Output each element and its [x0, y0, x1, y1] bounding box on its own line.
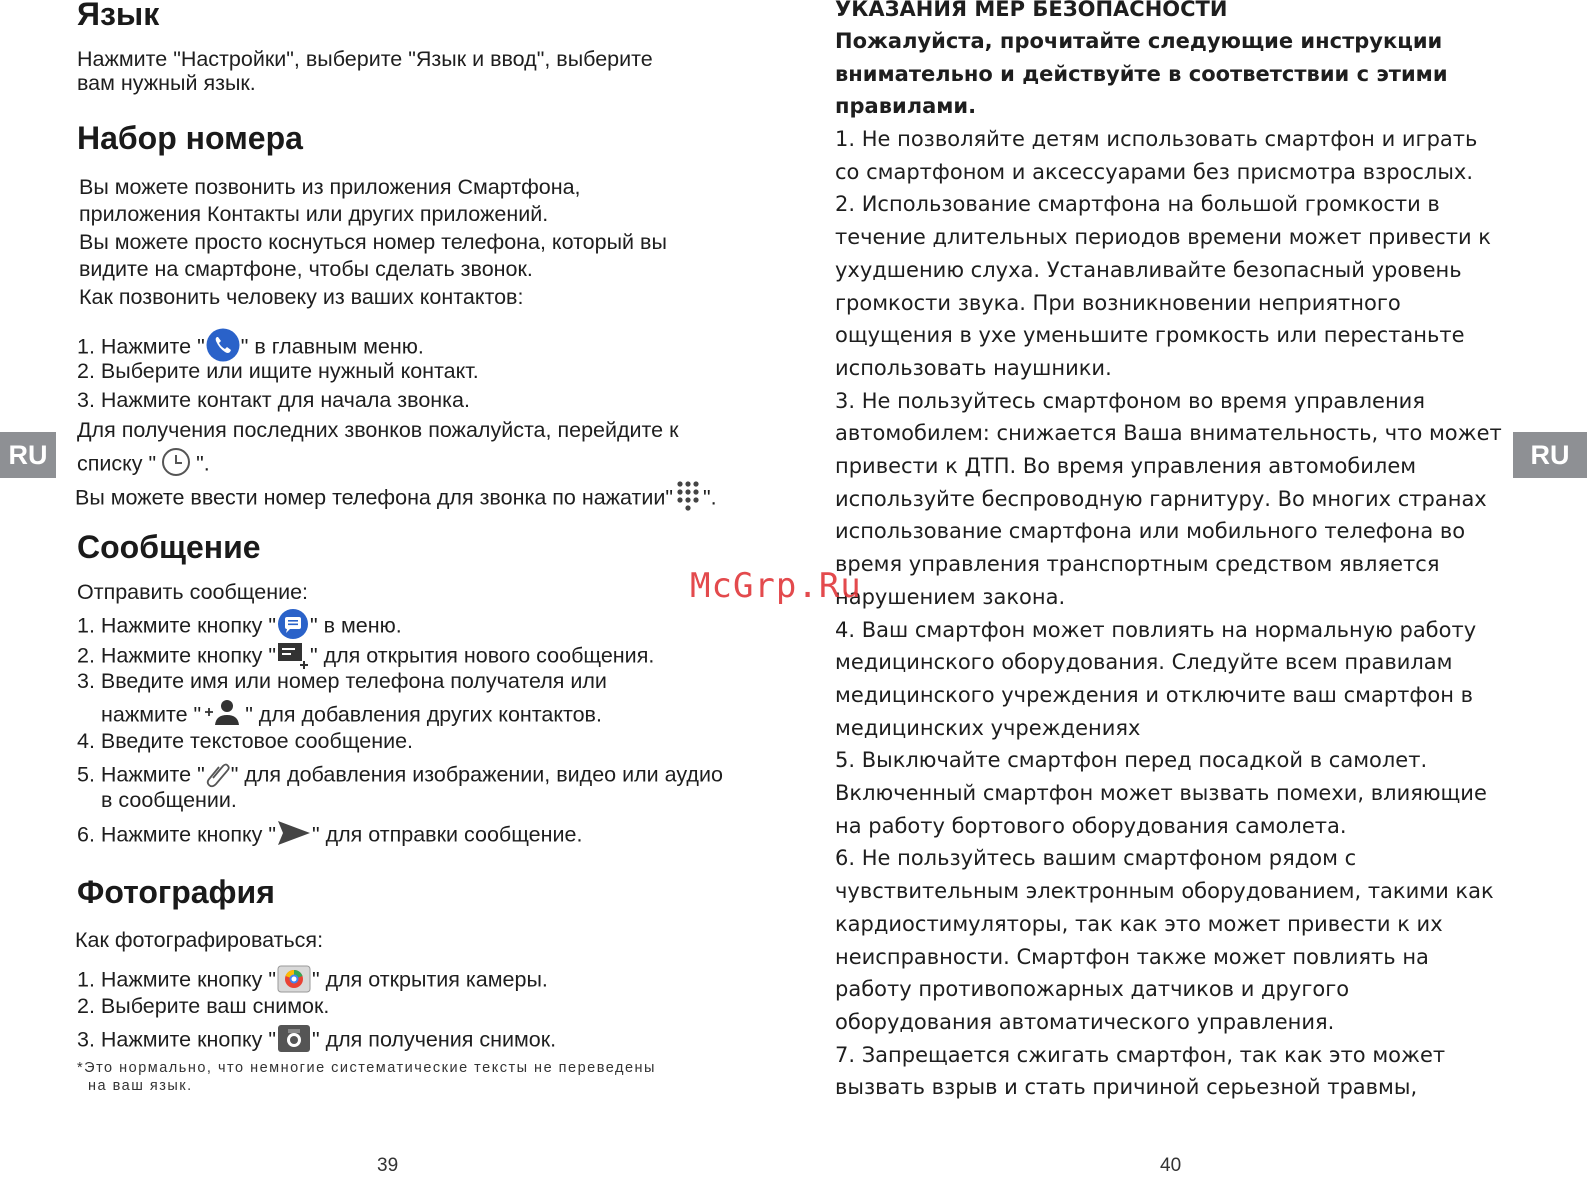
language-instruction-line2: вам нужный язык. — [77, 71, 256, 95]
message-step-5-cont: в сообщении. — [101, 788, 237, 812]
message-step-2: 2. Нажмите кнопку " " для открытия нового сообщения. — [77, 639, 654, 675]
message-step-1: 1. Нажмите кнопку " " в меню. — [77, 608, 402, 646]
safety-rule-line: ухудшению слуха. Устанавливайте безопасный уровень — [835, 257, 1462, 282]
safety-rule-line: 7. Запрещается сжигать смартфон, так как это может — [835, 1042, 1446, 1067]
dialing-paragraph-line2: приложения Контакты или других приложений. — [79, 202, 549, 226]
dialing-paragraph-line1: Вы можете позвонить из приложения Смартфона, — [79, 175, 581, 199]
message-step-3-cont: нажмите " " для добавления других контактов. — [101, 698, 602, 734]
dialing-paragraph-line4: видите на смартфоне, чтобы сделать звонок. — [79, 257, 533, 281]
watermark: McGrp.Ru — [690, 566, 862, 606]
message-step-4: 4. Введите текстовое сообщение. — [77, 729, 414, 753]
safety-rule-line: 5. Выключайте смартфон перед посадкой в самолет. — [835, 748, 1428, 773]
safety-rule-line: 4. Ваш смартфон может повлиять на нормальную работу — [835, 617, 1477, 642]
safety-rule-line: ощущения в ухе уменьшите громкость или перестаньте — [835, 323, 1465, 348]
safety-intro-line: правилами. — [835, 94, 977, 119]
safety-rule-line: громкости звука. При возникновении неприятного — [835, 290, 1401, 315]
safety-rule-line: медицинского оборудования. Следуйте всем правилам — [835, 650, 1453, 675]
safety-intro-line: Пожалуйста, прочитайте следующие инструкции — [835, 29, 1443, 53]
safety-title: УКАЗАНИЯ МЕР БЕЗОПАСНОСТИ — [835, 0, 1228, 21]
message-section-title: Сообщение — [77, 529, 261, 565]
safety-rule-line: использование смартфона или мобильного телефона во — [835, 519, 1466, 544]
safety-rule-line: медицинского учреждения и отключите ваш смартфон в — [835, 682, 1473, 707]
safety-rule-line: 1. Не позволяйте детям использовать смартфон и играть — [835, 127, 1478, 151]
safety-rule-line: 3. Не пользуйтесь смартфоном во время управления — [835, 388, 1425, 413]
dialing-dialpad-line: Вы можете ввести номер телефона для звонка по нажатии" ". — [75, 478, 717, 520]
safety-rule-line: автомобилем: снижается Ваша внимательность, что может — [835, 421, 1502, 446]
footnote-line1: *Это нормально, что немногие систематические тексты не переведены — [77, 1060, 656, 1076]
dialing-paragraph-line3: Вы можете просто коснуться номер телефона, который вы — [79, 230, 667, 254]
dialing-recent-line2: списку " ". — [77, 446, 210, 484]
safety-rule-line: со смартфоном и аксессуарами без присмотра взрослых. — [835, 159, 1474, 184]
footnote-line2: на ваш язык. — [88, 1078, 193, 1094]
dialing-recent-line1: Для получения последних звонков пожалуйста, перейдите к — [77, 418, 679, 442]
message-intro: Отправить сообщение: — [77, 580, 309, 604]
camera-shutter-icon — [276, 1022, 312, 1060]
language-tab-right: RU — [1513, 432, 1587, 478]
safety-rule-line: кардиостимуляторы, так как это может привести к их — [835, 911, 1443, 936]
safety-rule-line: течение длительных периодов времени может привести к — [835, 225, 1491, 250]
safety-rule-line: использовать наушники. — [835, 355, 1112, 380]
send-icon — [276, 817, 312, 855]
photo-section-title: Фотография — [77, 874, 275, 910]
safety-rule-line: нарушением закона. — [835, 584, 1066, 609]
photo-step-1: 1. Нажмите кнопку " " для открытия камеры. — [77, 962, 548, 1000]
language-instruction-line1: Нажмите "Настройки", выберите "Язык и ввод", выберите — [77, 47, 653, 71]
safety-rule-line: используйте беспроводную гарнитуру. Во многих странах — [835, 486, 1487, 511]
safety-rule-line: неисправности. Смартфон также может повлиять на — [835, 944, 1429, 969]
page-number-right: 40 — [1160, 1155, 1182, 1176]
safety-rule-line: привести к ДТП. Во время управления автомобилем — [835, 454, 1417, 478]
safety-rule-line: на работу бортового оборудования самолета. — [835, 813, 1347, 838]
safety-rule-line: оборудования автоматического управления. — [835, 1009, 1335, 1034]
message-step-6: 6. Нажмите кнопку " " для отправки сообщение. — [77, 817, 582, 855]
dialing-step-1: 1. Нажмите " " в главным меню. — [77, 328, 424, 368]
safety-rule-line: 6. Не пользуйтесь вашим смартфоном рядом с — [835, 846, 1357, 871]
language-section-title: Язык — [77, 0, 160, 32]
dialing-section-title: Набор номера — [77, 120, 303, 156]
page-number-left: 39 — [377, 1155, 399, 1176]
photo-intro: Как фотографироваться: — [75, 928, 324, 952]
message-step-3: 3. Введите имя или номер телефона получателя или — [77, 669, 607, 693]
dialing-step-3: 3. Нажмите контакт для начала звонка. — [77, 388, 470, 412]
message-step-5: 5. Нажмите " " для добавления изображении, видео или аудио — [77, 758, 723, 794]
dialing-paragraph-line5: Как позвонить человеку из ваших контактов: — [79, 285, 524, 309]
safety-rule-line: вызвать взрыв и стать причиной серьезной травмы, — [835, 1075, 1418, 1100]
safety-rule-line: медицинских учреждениях — [835, 715, 1141, 740]
language-tab-left: RU — [0, 432, 56, 478]
dialing-step-2: 2. Выберите или ищите нужный контакт. — [77, 359, 479, 383]
safety-rule-line: 2. Использование смартфона на большой громкости в — [835, 192, 1440, 217]
safety-rule-line: Включенный смартфон может вызвать помехи, влияющие — [835, 781, 1487, 805]
photo-step-2: 2. Выберите ваш снимок. — [77, 994, 330, 1018]
photo-step-3: 3. Нажмите кнопку " " для получения снимок. — [77, 1022, 556, 1060]
safety-rule-line: время управления транспортным средством является — [835, 552, 1440, 577]
safety-rule-line: работу противопожарных датчиков и другого — [835, 977, 1350, 1002]
safety-intro-line: внимательно и действуйте в соответствии с этими — [835, 61, 1448, 86]
safety-rule-line: чувствительным электронным оборудованием, такими как — [835, 879, 1494, 904]
dialpad-icon — [673, 478, 703, 520]
